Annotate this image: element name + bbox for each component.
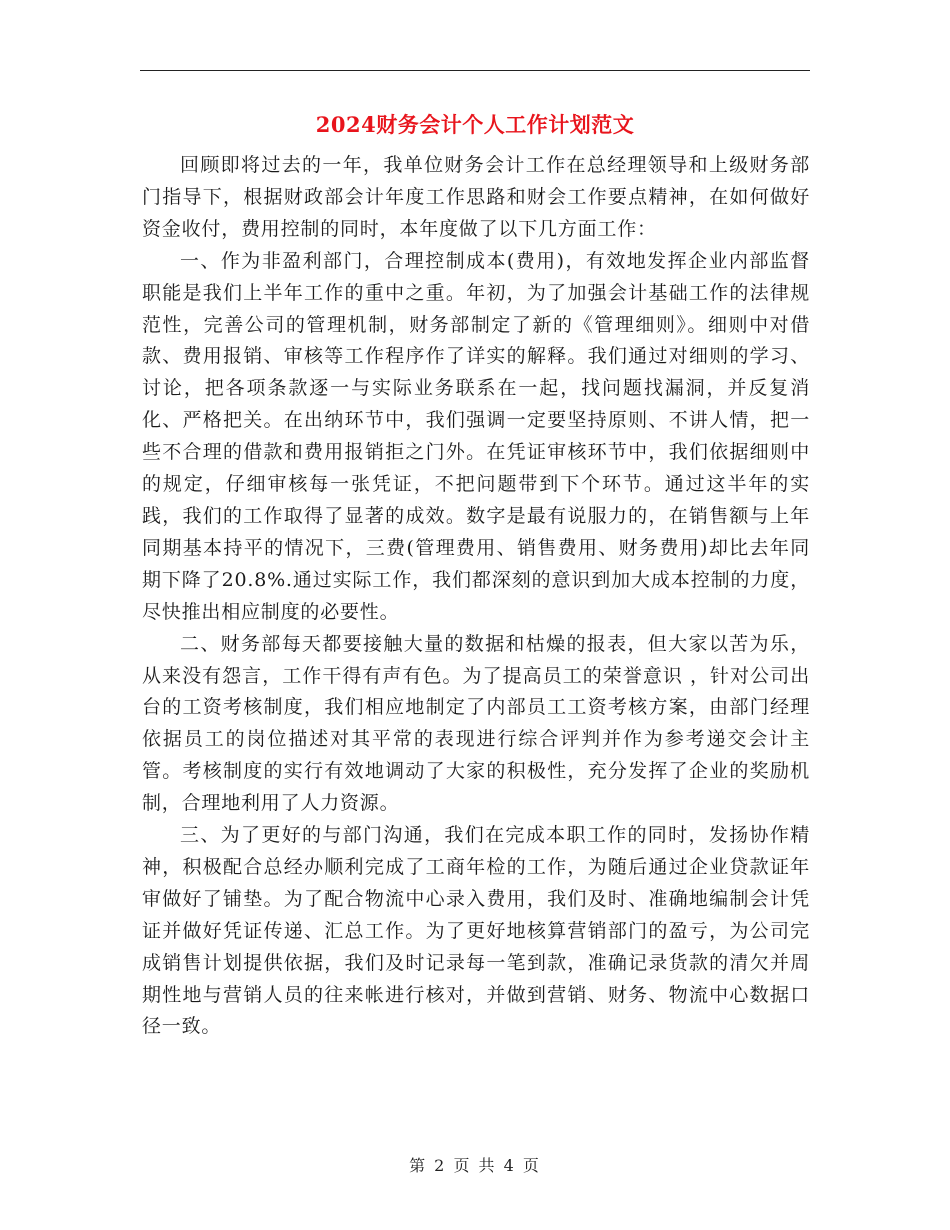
paragraph-department-coordination: 三、为了更好的与部门沟通，我们在完成本职工作的同时，发扬协作精神，积极配合总经办顺利完成了工商年检的工作，为随后通过企业贷款证年审做好了铺垫。为了配合物流中心录入费用，我们及时、准确地编制会计凭证并做好凭证传递、汇总工作。为了更好地核算营销部门的盈亏，为公司完成销售计划提供依据，我们及时记录每一笔到款，准确记录货款的清欠并周期性地与营销人员的往来帐进行核对，并做到营销、财务、物流中心数据口径一致。 <box>142 824 810 1038</box>
paragraph-staff-assessment: 二、财务部每天都要接触大量的数据和枯燥的报表，但大家以苦为乐，从来没有怨言，工作干得有声有色。为了提高员工的荣誉意识 ，针对公司出台的工资考核制度，我们相应地制定了内部员工工资考核方案，由部门经理依据员工的岗位描述对其平常的表现进行综合评判并作为参考递交会计主管。考核制度的实行有效地调动了大家的积极性，充分发挥了企业的奖励机制，合理地利用了人力资源。 <box>142 632 810 815</box>
page-number-footer: 第 2 页 共 4 页 <box>409 1156 541 1175</box>
header-rule <box>140 70 810 71</box>
document-body <box>142 150 810 1043</box>
paragraph-intro: 回顾即将过去的一年，我单位财务会计工作在总经理领导和上级财务部门指导下，根据财政部会计年度工作思路和财会工作要点精神，在如何做好资金收付，费用控制的同时，本年度做了以下几方面工作： <box>142 154 810 240</box>
paragraph-cost-control: 一、作为非盈利部门，合理控制成本(费用)，有效地发挥企业内部监督职能是我们上半年工作的重中之重。年初，为了加强会计基础工作的法律规范性，完善公司的管理机制，财务部制定了新的《管理细则》。细则中对借款、费用报销、审核等工作程序作了详实的解释。我们通过对细则的学习、讨论，把各项条款逐一与实际业务联系在一起，找问题找漏洞，并反复消化、严格把关。在出纳环节中，我们强调一定要坚持原则、不讲人情，把一些不合理的借款和费用报销拒之门外。在凭证审核环节中，我们依据细则中的规定，仔细审核每一张凭证，不把问题带到下个环节。通过这半年的实践，我们的工作取得了显著的成效。数字是最有说服力的，在销售额与上年同期基本持平的情况下，三费(管理费用、销售费用、财务费用)却比去年同期下降了20.8%.通过实际工作，我们都深刻的意识到加大成本控制的力度，尽快推出相应制度的必要性。 <box>142 249 810 623</box>
document-title: 2024财务会计个人工作计划范文 <box>315 112 635 137</box>
